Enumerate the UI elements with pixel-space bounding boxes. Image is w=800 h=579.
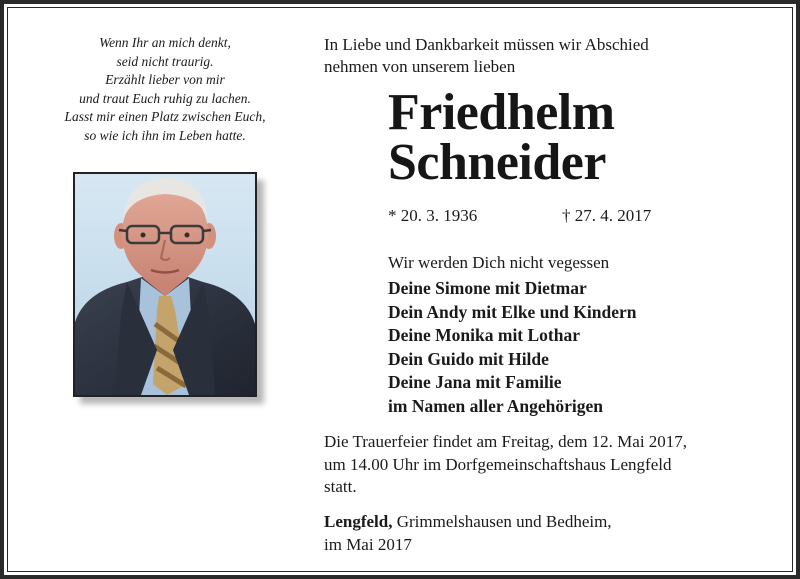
portrait-photo [73, 172, 257, 397]
intro-line: nehmen von unserem lieben [324, 57, 516, 76]
farewell-line: Wir werden Dich nicht vegessen [388, 253, 610, 272]
family-member: Dein Guido mit Hilde [388, 348, 549, 369]
poem-line: Lasst mir einen Platz zwischen Euch, [64, 109, 266, 124]
poem-line: Wenn Ihr an mich denkt, [99, 35, 231, 50]
ceremony-line: um 14.00 Uhr im Dorfgemeinschaftshaus Lengfeld [324, 454, 672, 474]
date-line: im Mai 2017 [324, 534, 412, 554]
last-name: Schneider [388, 134, 606, 191]
poem-line: seid nicht traurig. [116, 53, 214, 69]
birth-date: * 20. 3. 1936 [388, 206, 478, 225]
family-member: Deine Jana mit Familie [388, 372, 562, 392]
family-member: Deine Simone mit Dietmar [388, 278, 587, 298]
portrait-illustration [75, 174, 255, 395]
poem-line: und traut Euch ruhig zu lachen. [79, 90, 251, 106]
place-line [324, 511, 784, 534]
ceremony-info [324, 431, 784, 499]
poem-line: Erzählt lieber von mir [105, 72, 225, 87]
family-member: im Namen aller Angehörigen [388, 395, 604, 416]
memorial-poem [30, 34, 300, 145]
first-name: Friedhelm [388, 84, 615, 141]
family-member: Deine Monika mit Lothar [388, 325, 581, 345]
family-member: Dein Andy mit Elke und Kindern [388, 301, 637, 322]
ceremony-line: Die Trauerfeier findet am Freitag, dem 12. Mai 2017, [324, 432, 688, 451]
family-list [388, 277, 636, 418]
intro-text [324, 34, 784, 78]
other-towns: Grimmelshausen und Bedheim, [392, 512, 612, 531]
poem-line: so wie ich ihn im Leben hatte. [84, 127, 246, 143]
place-and-date [324, 511, 784, 556]
ceremony-line: statt. [324, 477, 357, 496]
town-name: Lengfeld, [324, 512, 393, 531]
death-date: † 27. 4. 2017 [562, 206, 652, 225]
intro-line: In Liebe und Dankbarkeit müssen wir Abschied [324, 35, 649, 54]
deceased-name [388, 84, 615, 191]
